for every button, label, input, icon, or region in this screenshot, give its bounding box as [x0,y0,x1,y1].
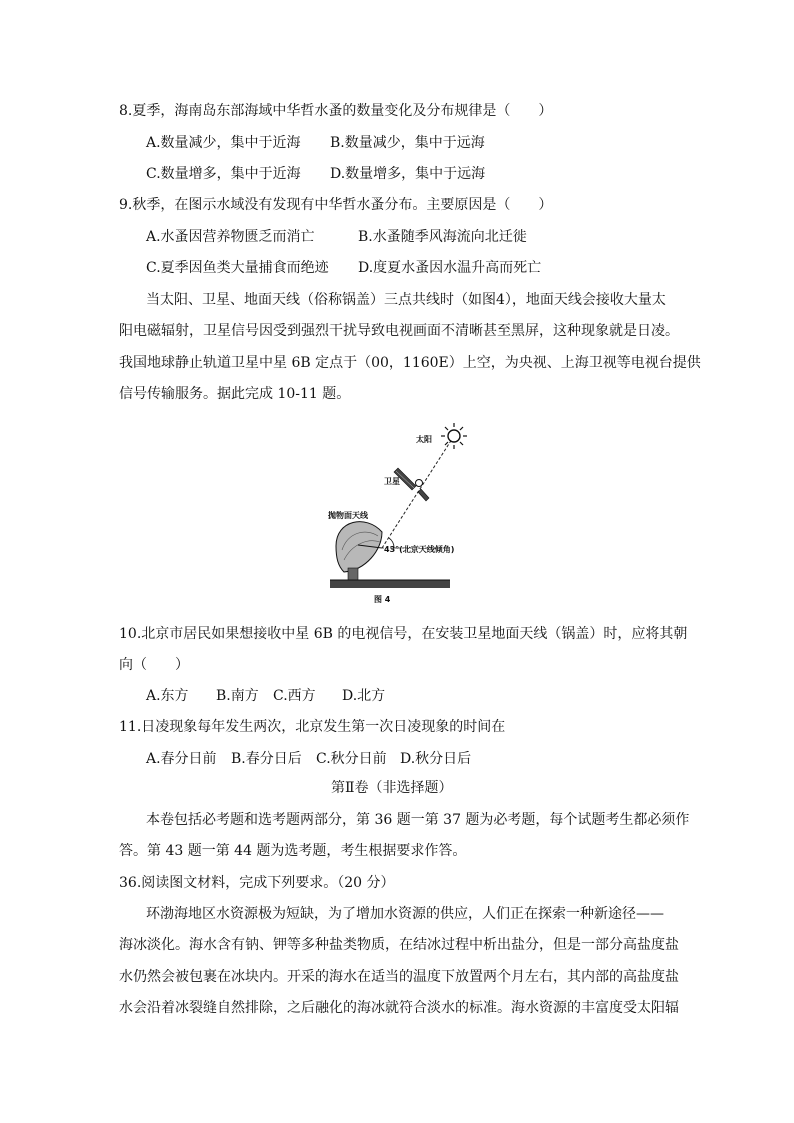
passage-line-4: 信号传输服务。据此完成 10-11 题。 [119,386,351,402]
section-2-intro-line-2: 答。第 43 题一第 44 题为选考题，考生根据要求作答。 [119,843,467,859]
question-9-option-d: D.度夏水蚤因水温升高而死亡 [358,260,542,276]
antenna-angle-label: 43°(北京天线倾角) [384,545,455,554]
question-36-material-line-4: 水会沿着冰裂缝自然排除，之后融化的海冰就符合淡水的标准。海水资源的丰富度受太阳辐 [119,1000,679,1016]
question-8-option-d: D.数量增多，集中于远海 [330,166,486,182]
sun-icon [441,423,467,449]
figure-caption: 图 4 [374,595,391,604]
question-9-option-b: B.水蚤随季风海流向北迁徙 [358,229,527,245]
question-36-stem: 36.阅读图文材料，完成下列要求。（20 分） [119,875,395,891]
question-10-option-b: B.南方 [216,688,259,704]
figure-4-satellite-diagram [322,420,472,610]
question-11-option-d: D.秋分日后 [400,751,472,767]
question-11-option-a: A.春分日前 [146,751,217,767]
question-9-stem: 9.秋季，在图示水域没有发现有中华哲水蚤分布。主要原因是（ ） [119,197,553,213]
question-8-option-a: A.数量减少，集中于近海 [146,135,301,151]
question-10-option-c: C.西方 [273,688,316,704]
question-11-option-b: B.春分日后 [231,751,302,767]
section-2-intro-line-1: 本卷包括必考题和选考题两部分，第 36 题一第 37 题为必考题，每个试题考生都必须作 [146,812,690,828]
question-11-stem: 11.日凌现象每年发生两次，北京发生第一次日凌现象的时间在 [119,719,506,735]
question-10-option-d: D.北方 [342,688,386,704]
question-36-material-line-1: 环渤海地区水资源极为短缺，为了增加水资源的供应，人们正在探索一种新途径—— [146,906,664,922]
question-8-option-b: B.数量减少，集中于远海 [330,135,485,151]
question-9-option-a: A.水蚤因营养物匮乏而消亡 [146,229,315,245]
section-2-title: 第Ⅱ卷（非选择题） [331,780,453,796]
parabolic-antenna-icon [336,522,382,580]
question-10-option-a: A.东方 [146,688,189,704]
satellite-label: 卫星 [384,477,400,486]
question-36-material-line-2: 海冰淡化。海水含有钠、钾等多种盐类物质，在结冰过程中析出盐分，但是一部分高盐度盐 [119,937,679,953]
passage-line-2: 阳电磁辐射，卫星信号因受到强烈干扰导致电视画面不清晰甚至黑屏，这种现象就是日凌。 [119,323,679,339]
question-36-material-line-3: 水仍然会被包裹在冰块内。开采的海水在适当的温度下放置两个月左右，其内部的高盐度盐 [119,969,679,985]
passage-line-1: 当太阳、卫星、地面天线（俗称锅盖）三点共线时（如图4），地面天线会接收大量太 [146,292,666,308]
question-8-option-c: C.数量增多，集中于近海 [146,166,301,182]
antenna-label: 抛物面天线 [328,511,368,520]
question-11-option-c: C.秋分日前 [316,751,387,767]
passage-line-3: 我国地球静止轨道卫星中星 6B 定点于（00，1160E）上空，为央视、上海卫视等电视台提供 [119,355,701,371]
question-9-option-c: C.夏季因鱼类大量捕食而绝迹 [146,260,329,276]
question-8-stem: 8.夏季，海南岛东部海域中华哲水蚤的数量变化及分布规律是（ ） [119,103,553,119]
question-10-stem-line-2: 向（ ） [119,657,189,673]
question-10-stem-line-1: 10.北京市居民如果想接收中星 6B 的电视信号，在安装卫星地面天线（锅盖）时，应将其朝 [119,626,688,642]
sun-label: 太阳 [416,435,432,444]
